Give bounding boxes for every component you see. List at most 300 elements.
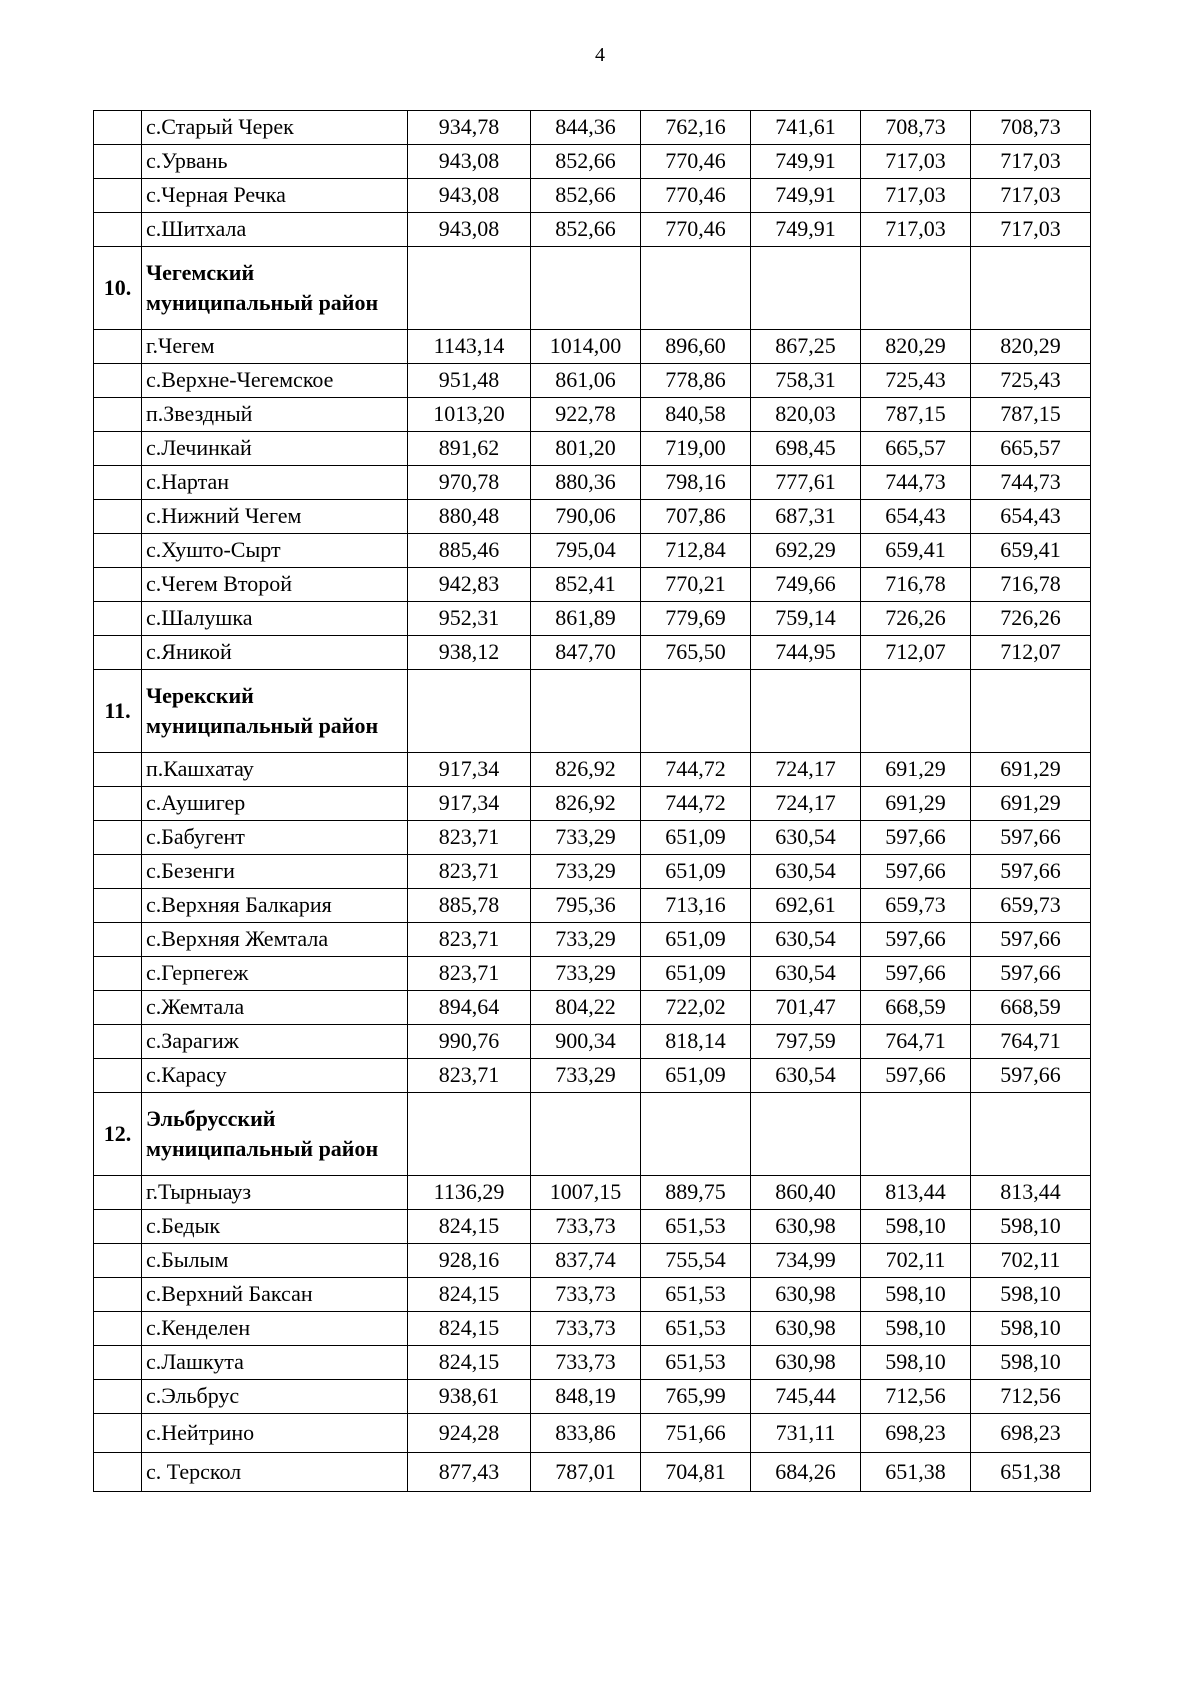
table-row — [94, 991, 1091, 1025]
row-number-cell — [94, 1244, 142, 1278]
value-cell: 719,00 — [641, 432, 751, 466]
value-cell: 820,03 — [751, 398, 861, 432]
value-cell: 943,08 — [408, 179, 531, 213]
row-number-cell — [94, 398, 142, 432]
settlement-name: с.Кенделен — [142, 1312, 408, 1346]
value-cell: 758,31 — [751, 364, 861, 398]
table-row — [94, 179, 1091, 213]
settlement-name: с.Нартан — [142, 466, 408, 500]
empty-cell — [861, 1093, 971, 1176]
settlement-name: с.Шалушка — [142, 602, 408, 636]
value-cell: 833,86 — [531, 1414, 641, 1453]
empty-cell — [751, 670, 861, 753]
value-cell: 691,29 — [861, 753, 971, 787]
value-cell: 951,48 — [408, 364, 531, 398]
value-cell: 943,08 — [408, 213, 531, 247]
value-cell: 630,54 — [751, 821, 861, 855]
district-name: Эльбрусский муниципальный район — [142, 1093, 408, 1176]
value-cell: 733,29 — [531, 855, 641, 889]
value-cell: 861,89 — [531, 602, 641, 636]
value-cell: 717,03 — [971, 179, 1091, 213]
value-cell: 852,66 — [531, 213, 641, 247]
value-cell: 733,73 — [531, 1346, 641, 1380]
value-cell: 708,73 — [861, 111, 971, 145]
settlement-name: с.Нейтрино — [142, 1414, 408, 1453]
settlement-name: с.Старый Черек — [142, 111, 408, 145]
district-header-row — [94, 670, 1091, 753]
row-number-cell — [94, 1346, 142, 1380]
value-cell: 847,70 — [531, 636, 641, 670]
table-row — [94, 534, 1091, 568]
value-cell: 824,15 — [408, 1210, 531, 1244]
value-cell: 731,11 — [751, 1414, 861, 1453]
table-row — [94, 364, 1091, 398]
value-cell: 698,45 — [751, 432, 861, 466]
table-row — [94, 466, 1091, 500]
row-number-cell — [94, 957, 142, 991]
table-row — [94, 602, 1091, 636]
value-cell: 840,58 — [641, 398, 751, 432]
empty-cell — [751, 1093, 861, 1176]
value-cell: 755,54 — [641, 1244, 751, 1278]
value-cell: 749,91 — [751, 179, 861, 213]
value-cell: 597,66 — [971, 855, 1091, 889]
table-row — [94, 1059, 1091, 1093]
settlement-name: с.Жемтала — [142, 991, 408, 1025]
value-cell: 704,81 — [641, 1453, 751, 1492]
value-cell: 795,04 — [531, 534, 641, 568]
value-cell: 597,66 — [861, 923, 971, 957]
row-number-cell — [94, 1453, 142, 1492]
value-cell: 698,23 — [861, 1414, 971, 1453]
settlement-name: с.Черная Речка — [142, 179, 408, 213]
value-cell: 713,16 — [641, 889, 751, 923]
value-cell: 654,43 — [971, 500, 1091, 534]
settlement-name: с.Чегем Второй — [142, 568, 408, 602]
value-cell: 702,11 — [861, 1244, 971, 1278]
table-row — [94, 636, 1091, 670]
value-cell: 813,44 — [971, 1176, 1091, 1210]
empty-cell — [531, 247, 641, 330]
table-row — [94, 1176, 1091, 1210]
value-cell: 765,50 — [641, 636, 751, 670]
value-cell: 787,15 — [861, 398, 971, 432]
row-number-cell — [94, 534, 142, 568]
value-cell: 726,26 — [861, 602, 971, 636]
value-cell: 651,38 — [971, 1453, 1091, 1492]
row-number-cell — [94, 1059, 142, 1093]
settlement-name: п.Звездный — [142, 398, 408, 432]
value-cell: 659,73 — [861, 889, 971, 923]
row-number-cell — [94, 1380, 142, 1414]
value-cell: 707,86 — [641, 500, 751, 534]
value-cell: 651,09 — [641, 957, 751, 991]
empty-cell — [971, 247, 1091, 330]
value-cell: 630,54 — [751, 957, 861, 991]
empty-cell — [641, 670, 751, 753]
value-cell: 717,03 — [861, 213, 971, 247]
value-cell: 665,57 — [971, 432, 1091, 466]
settlement-name: с.Верхне-Чегемское — [142, 364, 408, 398]
value-cell: 712,84 — [641, 534, 751, 568]
value-cell: 692,29 — [751, 534, 861, 568]
value-cell: 900,34 — [531, 1025, 641, 1059]
value-cell: 745,44 — [751, 1380, 861, 1414]
table-row — [94, 1453, 1091, 1492]
empty-cell — [861, 670, 971, 753]
row-number-cell — [94, 821, 142, 855]
value-cell: 744,73 — [861, 466, 971, 500]
value-cell: 630,54 — [751, 923, 861, 957]
value-cell: 823,71 — [408, 855, 531, 889]
value-cell: 765,99 — [641, 1380, 751, 1414]
table-row — [94, 889, 1091, 923]
value-cell: 823,71 — [408, 957, 531, 991]
district-number: 11. — [94, 670, 142, 753]
value-cell: 778,86 — [641, 364, 751, 398]
table-row — [94, 500, 1091, 534]
value-cell: 943,08 — [408, 145, 531, 179]
value-cell: 708,73 — [971, 111, 1091, 145]
settlement-name: с.Верхняя Жемтала — [142, 923, 408, 957]
value-cell: 598,10 — [861, 1312, 971, 1346]
value-cell: 852,66 — [531, 179, 641, 213]
value-cell: 659,41 — [861, 534, 971, 568]
value-cell: 630,98 — [751, 1278, 861, 1312]
value-cell: 891,62 — [408, 432, 531, 466]
district-number: 12. — [94, 1093, 142, 1176]
value-cell: 777,61 — [751, 466, 861, 500]
value-cell: 733,29 — [531, 923, 641, 957]
value-cell: 597,66 — [971, 923, 1091, 957]
district-header-row — [94, 247, 1091, 330]
value-cell: 813,44 — [861, 1176, 971, 1210]
value-cell: 597,66 — [861, 957, 971, 991]
value-cell: 692,61 — [751, 889, 861, 923]
value-cell: 597,66 — [971, 957, 1091, 991]
table-row — [94, 923, 1091, 957]
empty-cell — [408, 670, 531, 753]
settlement-name: с.Шитхала — [142, 213, 408, 247]
value-cell: 860,40 — [751, 1176, 861, 1210]
table-row — [94, 1210, 1091, 1244]
value-cell: 716,78 — [971, 568, 1091, 602]
settlement-name: с.Безенги — [142, 855, 408, 889]
value-cell: 790,06 — [531, 500, 641, 534]
row-number-cell — [94, 432, 142, 466]
value-cell: 844,36 — [531, 111, 641, 145]
value-cell: 651,53 — [641, 1278, 751, 1312]
value-cell: 725,43 — [971, 364, 1091, 398]
value-cell: 659,73 — [971, 889, 1091, 923]
value-cell: 924,28 — [408, 1414, 531, 1453]
settlement-name: с.Лашкута — [142, 1346, 408, 1380]
district-name: Чегемский муниципальный район — [142, 247, 408, 330]
value-cell: 826,92 — [531, 787, 641, 821]
table-row — [94, 145, 1091, 179]
value-cell: 824,15 — [408, 1312, 531, 1346]
value-cell: 712,07 — [861, 636, 971, 670]
district-name: Черекский муниципальный район — [142, 670, 408, 753]
value-cell: 598,10 — [861, 1346, 971, 1380]
empty-cell — [751, 247, 861, 330]
empty-cell — [531, 1093, 641, 1176]
value-cell: 889,75 — [641, 1176, 751, 1210]
value-cell: 762,16 — [641, 111, 751, 145]
value-cell: 665,57 — [861, 432, 971, 466]
row-number-cell — [94, 787, 142, 821]
value-cell: 598,10 — [971, 1312, 1091, 1346]
value-cell: 716,78 — [861, 568, 971, 602]
table-row — [94, 855, 1091, 889]
value-cell: 698,23 — [971, 1414, 1091, 1453]
value-cell: 712,56 — [971, 1380, 1091, 1414]
value-cell: 744,95 — [751, 636, 861, 670]
value-cell: 952,31 — [408, 602, 531, 636]
value-cell: 942,83 — [408, 568, 531, 602]
value-cell: 970,78 — [408, 466, 531, 500]
value-cell: 759,14 — [751, 602, 861, 636]
value-cell: 922,78 — [531, 398, 641, 432]
value-cell: 651,38 — [861, 1453, 971, 1492]
table-body — [94, 111, 1091, 1492]
value-cell: 823,71 — [408, 1059, 531, 1093]
value-cell: 804,22 — [531, 991, 641, 1025]
value-cell: 597,66 — [971, 1059, 1091, 1093]
settlement-name: с.Яникой — [142, 636, 408, 670]
value-cell: 885,46 — [408, 534, 531, 568]
value-cell: 770,46 — [641, 179, 751, 213]
value-cell: 630,54 — [751, 855, 861, 889]
settlement-name: с.Урвань — [142, 145, 408, 179]
value-cell: 597,66 — [861, 1059, 971, 1093]
value-cell: 824,15 — [408, 1278, 531, 1312]
settlement-name: с.Зарагиж — [142, 1025, 408, 1059]
value-cell: 733,73 — [531, 1210, 641, 1244]
value-cell: 938,61 — [408, 1380, 531, 1414]
value-cell: 1007,15 — [531, 1176, 641, 1210]
value-cell: 885,78 — [408, 889, 531, 923]
settlement-name: с.Лечинкай — [142, 432, 408, 466]
value-cell: 749,91 — [751, 213, 861, 247]
settlement-name: с.Карасу — [142, 1059, 408, 1093]
value-cell: 651,09 — [641, 855, 751, 889]
row-number-cell — [94, 636, 142, 670]
settlement-name: с.Нижний Чегем — [142, 500, 408, 534]
empty-cell — [641, 1093, 751, 1176]
value-cell: 934,78 — [408, 111, 531, 145]
value-cell: 848,19 — [531, 1380, 641, 1414]
value-cell: 917,34 — [408, 787, 531, 821]
value-cell: 928,16 — [408, 1244, 531, 1278]
value-cell: 990,76 — [408, 1025, 531, 1059]
settlement-name: с. Терскол — [142, 1453, 408, 1492]
value-cell: 733,29 — [531, 821, 641, 855]
table-row — [94, 1025, 1091, 1059]
value-cell: 733,73 — [531, 1278, 641, 1312]
value-cell: 1136,29 — [408, 1176, 531, 1210]
value-cell: 867,25 — [751, 330, 861, 364]
value-cell: 597,66 — [861, 821, 971, 855]
value-cell: 880,36 — [531, 466, 641, 500]
value-cell: 770,21 — [641, 568, 751, 602]
settlement-name: г.Чегем — [142, 330, 408, 364]
value-cell: 795,36 — [531, 889, 641, 923]
value-cell: 598,10 — [861, 1278, 971, 1312]
row-number-cell — [94, 466, 142, 500]
value-cell: 824,15 — [408, 1346, 531, 1380]
value-cell: 733,29 — [531, 1059, 641, 1093]
value-cell: 751,66 — [641, 1414, 751, 1453]
value-cell: 630,98 — [751, 1346, 861, 1380]
value-cell: 651,09 — [641, 821, 751, 855]
empty-cell — [641, 247, 751, 330]
row-number-cell — [94, 602, 142, 636]
value-cell: 651,09 — [641, 923, 751, 957]
page-number: 4 — [595, 44, 605, 66]
value-cell: 597,66 — [861, 855, 971, 889]
table-row — [94, 787, 1091, 821]
value-cell: 651,53 — [641, 1346, 751, 1380]
value-cell: 691,29 — [971, 753, 1091, 787]
row-number-cell — [94, 364, 142, 398]
value-cell: 733,73 — [531, 1312, 641, 1346]
table-row — [94, 213, 1091, 247]
value-cell: 779,69 — [641, 602, 751, 636]
settlement-name: с.Аушигер — [142, 787, 408, 821]
value-cell: 880,48 — [408, 500, 531, 534]
value-cell: 764,71 — [861, 1025, 971, 1059]
table-row — [94, 1244, 1091, 1278]
row-number-cell — [94, 753, 142, 787]
value-cell: 861,06 — [531, 364, 641, 398]
row-number-cell — [94, 1414, 142, 1453]
table-row — [94, 957, 1091, 991]
value-cell: 744,72 — [641, 787, 751, 821]
value-cell: 734,99 — [751, 1244, 861, 1278]
value-cell: 938,12 — [408, 636, 531, 670]
value-cell: 598,10 — [971, 1346, 1091, 1380]
value-cell: 749,91 — [751, 145, 861, 179]
tariff-table — [93, 110, 1091, 1492]
value-cell: 724,17 — [751, 787, 861, 821]
table-row — [94, 1278, 1091, 1312]
value-cell: 654,43 — [861, 500, 971, 534]
value-cell: 764,71 — [971, 1025, 1091, 1059]
value-cell: 798,16 — [641, 466, 751, 500]
value-cell: 726,26 — [971, 602, 1091, 636]
value-cell: 741,61 — [751, 111, 861, 145]
settlement-name: с.Верхняя Балкария — [142, 889, 408, 923]
settlement-name: г.Тырныауз — [142, 1176, 408, 1210]
table-row — [94, 111, 1091, 145]
row-number-cell — [94, 568, 142, 602]
row-number-cell — [94, 1278, 142, 1312]
value-cell: 823,71 — [408, 821, 531, 855]
value-cell: 598,10 — [971, 1210, 1091, 1244]
table-row — [94, 1414, 1091, 1453]
table-row — [94, 821, 1091, 855]
table-row — [94, 1312, 1091, 1346]
value-cell: 744,73 — [971, 466, 1091, 500]
value-cell: 651,53 — [641, 1210, 751, 1244]
value-cell: 598,10 — [861, 1210, 971, 1244]
value-cell: 749,66 — [751, 568, 861, 602]
value-cell: 712,56 — [861, 1380, 971, 1414]
table-row — [94, 568, 1091, 602]
value-cell: 717,03 — [971, 213, 1091, 247]
value-cell: 712,07 — [971, 636, 1091, 670]
row-number-cell — [94, 923, 142, 957]
value-cell: 744,72 — [641, 753, 751, 787]
row-number-cell — [94, 889, 142, 923]
value-cell: 1014,00 — [531, 330, 641, 364]
empty-cell — [971, 670, 1091, 753]
district-number: 10. — [94, 247, 142, 330]
value-cell: 597,66 — [971, 821, 1091, 855]
row-number-cell — [94, 1176, 142, 1210]
row-number-cell — [94, 213, 142, 247]
value-cell: 717,03 — [971, 145, 1091, 179]
value-cell: 917,34 — [408, 753, 531, 787]
value-cell: 725,43 — [861, 364, 971, 398]
value-cell: 691,29 — [861, 787, 971, 821]
value-cell: 659,41 — [971, 534, 1091, 568]
settlement-name: с.Былым — [142, 1244, 408, 1278]
value-cell: 787,15 — [971, 398, 1091, 432]
value-cell: 691,29 — [971, 787, 1091, 821]
value-cell: 770,46 — [641, 213, 751, 247]
value-cell: 877,43 — [408, 1453, 531, 1492]
row-number-cell — [94, 1025, 142, 1059]
value-cell: 1143,14 — [408, 330, 531, 364]
row-number-cell — [94, 1210, 142, 1244]
table-row — [94, 1380, 1091, 1414]
row-number-cell — [94, 111, 142, 145]
table-row — [94, 330, 1091, 364]
value-cell: 668,59 — [861, 991, 971, 1025]
value-cell: 651,09 — [641, 1059, 751, 1093]
value-cell: 818,14 — [641, 1025, 751, 1059]
value-cell: 630,98 — [751, 1312, 861, 1346]
settlement-name: с.Бабугент — [142, 821, 408, 855]
district-header-row — [94, 1093, 1091, 1176]
settlement-name: с.Хушто-Сырт — [142, 534, 408, 568]
value-cell: 1013,20 — [408, 398, 531, 432]
value-cell: 630,54 — [751, 1059, 861, 1093]
empty-cell — [531, 670, 641, 753]
value-cell: 684,26 — [751, 1453, 861, 1492]
empty-cell — [408, 1093, 531, 1176]
row-number-cell — [94, 179, 142, 213]
value-cell: 701,47 — [751, 991, 861, 1025]
value-cell: 896,60 — [641, 330, 751, 364]
table-row — [94, 753, 1091, 787]
settlement-name: с.Верхний Баксан — [142, 1278, 408, 1312]
value-cell: 826,92 — [531, 753, 641, 787]
value-cell: 852,66 — [531, 145, 641, 179]
value-cell: 630,98 — [751, 1210, 861, 1244]
value-cell: 733,29 — [531, 957, 641, 991]
row-number-cell — [94, 855, 142, 889]
value-cell: 770,46 — [641, 145, 751, 179]
value-cell: 820,29 — [861, 330, 971, 364]
row-number-cell — [94, 1312, 142, 1346]
value-cell: 801,20 — [531, 432, 641, 466]
value-cell: 820,29 — [971, 330, 1091, 364]
table-row — [94, 432, 1091, 466]
value-cell: 651,53 — [641, 1312, 751, 1346]
